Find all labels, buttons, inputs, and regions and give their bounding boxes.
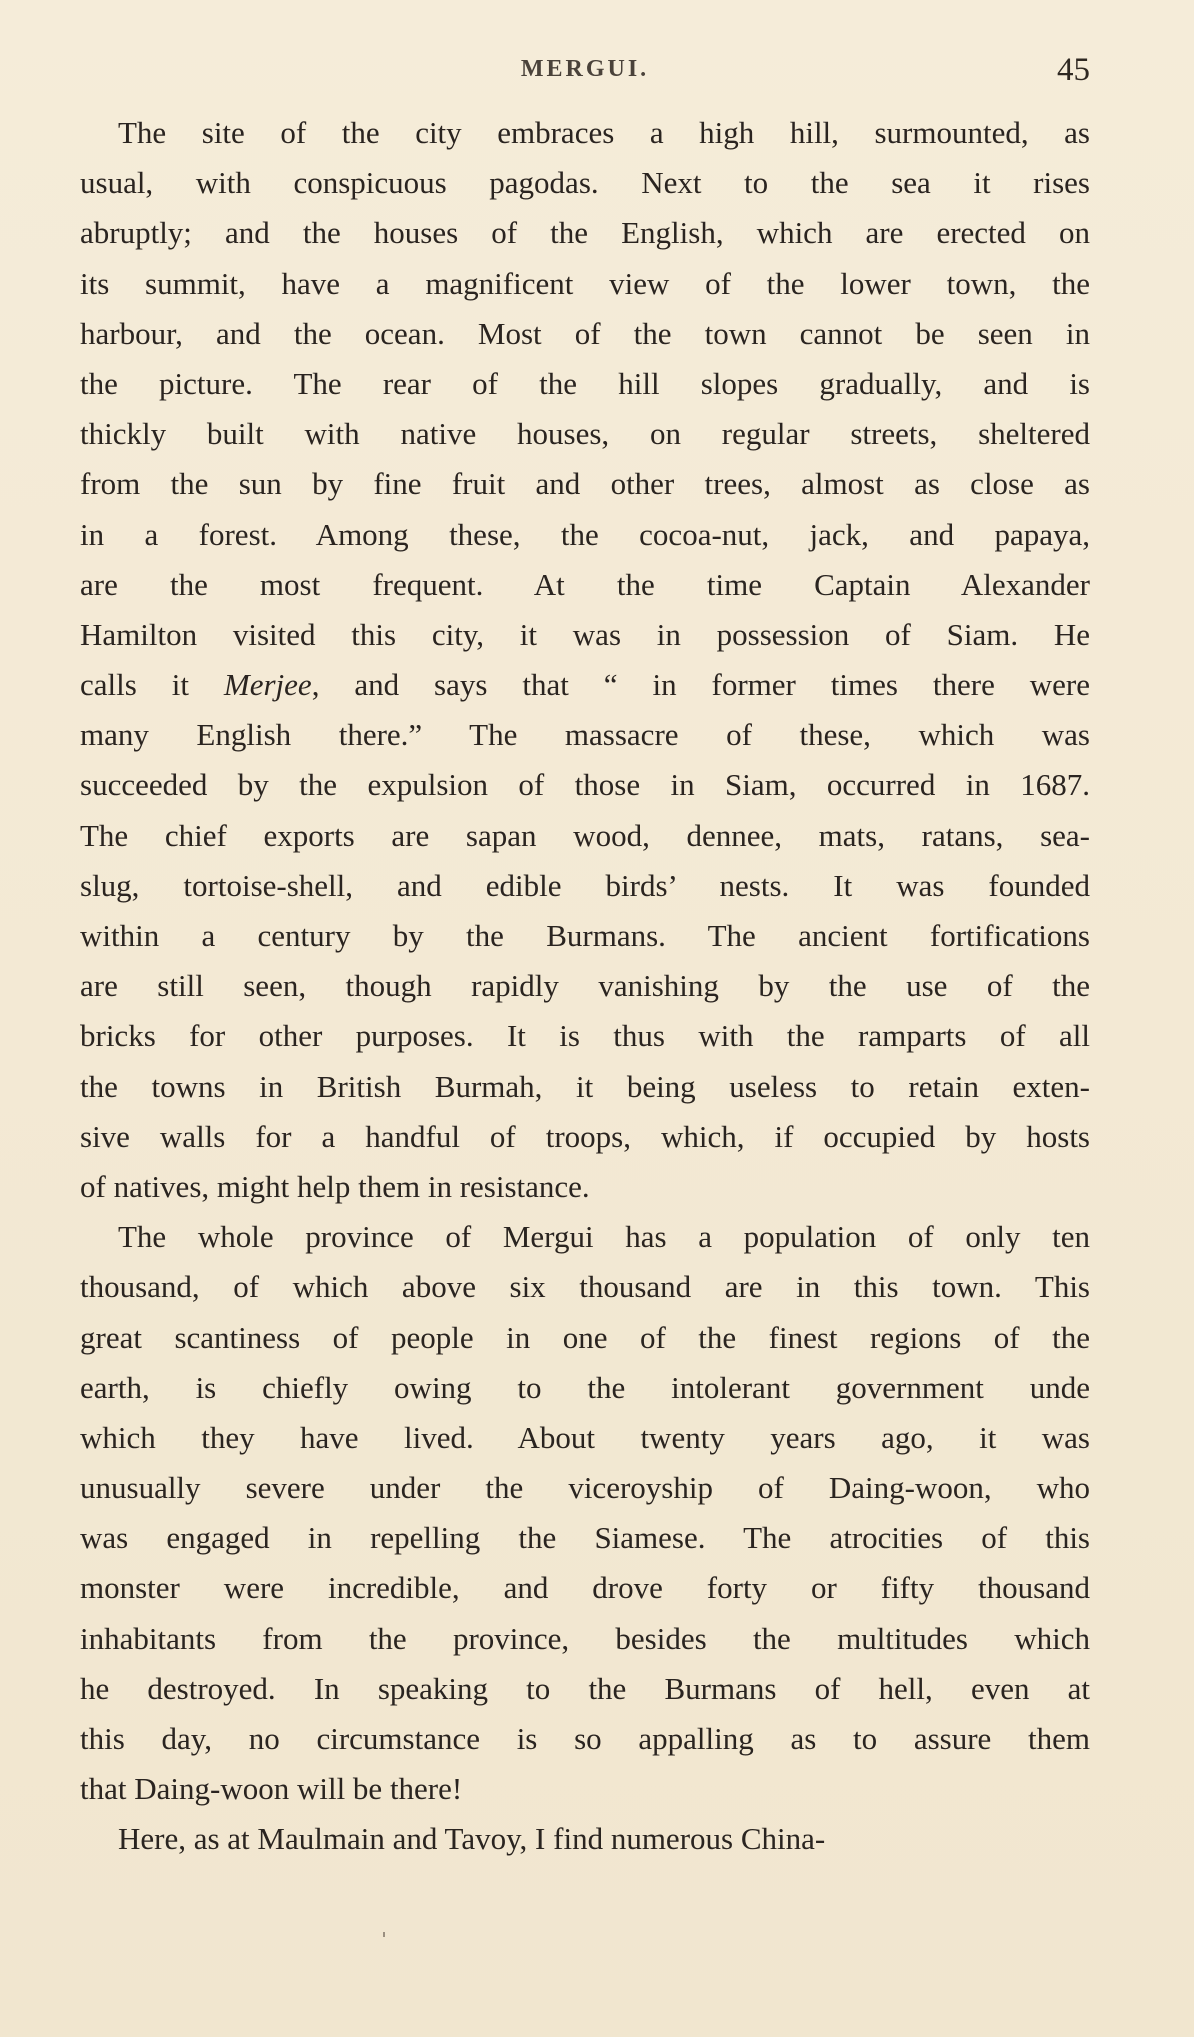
text-line: slug, tortoise-shell, and edible birds’ nests. It was founded [80,867,1090,903]
text-line: the towns in British Burmah, it being useless to retain exten- [80,1068,1090,1104]
paragraph [80,1814,1090,1864]
text-line: unusually severe under the viceroyship of Daing-woon, who [80,1470,1090,1506]
body-text [80,108,1090,1865]
text-line: this day, no circumstance is so appalling as to assure them [80,1721,1090,1756]
paragraph [80,1212,1090,1814]
text-line: which they have lived. About twenty years ago, it was [80,1419,1090,1455]
text-line: was engaged in repelling the Siamese. The atrocities of this [80,1520,1090,1556]
text-line: bricks for other purposes. It is thus with the ramparts of all [80,1018,1090,1054]
text-line: thousand, of which above six thousand are in this town. This [80,1269,1090,1305]
text-line: succeeded by the expulsion of those in Siam, occurred in 1687. [80,767,1090,803]
text-line: many English there.” The massacre of these, which was [80,717,1090,753]
text-line: its summit, have a magnificent view of the lower town, the [80,265,1090,301]
text-line: usual, with conspicuous pagodas. Next to the sea it rises [80,165,1090,201]
text-line: The chief exports are sapan wood, dennee, mats, ratans, sea- [80,817,1090,853]
text-line: harbour, and the ocean. Most of the town cannot be seen in [80,315,1090,351]
text-line: in a forest. Among these, the cocoa-nut, jack, and papaya, [80,516,1090,552]
text-line: The site of the city embraces a high hill, surmounted, as [118,115,1090,150]
text-segment: calls it [80,667,224,703]
text-line: within a century by the Burmans. The ancient fortifications [80,918,1090,953]
text-line: The whole province of Mergui has a population of only ten [118,1219,1090,1255]
text-line: monster were incredible, and drove forty or fifty thousand [80,1570,1090,1606]
text-line: that Daing-woon will be there! [80,1771,463,1807]
paragraph [80,108,1090,1212]
running-title: MERGUI. [520,56,650,82]
text-line: thickly built with native houses, on regular streets, sheltered [80,416,1090,452]
text-line: great scantiness of people in one of the finest regions of the [80,1319,1090,1355]
text-line: he destroyed. In speaking to the Burmans of hell, even at [80,1670,1090,1706]
text-line: are still seen, though rapidly vanishing by the use of the [80,968,1090,1004]
text-line: the picture. The rear of the hill slopes gradually, and is [80,365,1090,401]
text-line: from the sun by fine fruit and other trees, almost as close as [80,466,1090,502]
text-line [80,660,1090,710]
running-head [80,52,1090,92]
text-segment: , and says that “ in former times there were [311,667,1090,703]
italic-word: Merjee [223,667,312,703]
text-line: earth, is chiefly owing to the intolerant government unde [80,1369,1090,1405]
text-line: of natives, might help them in resistance. [80,1168,590,1204]
text-line: abruptly; and the houses of the English, which are erected on [80,215,1090,251]
text-line: Here, as at Maulmain and Tavoy, I find numerous China- [118,1821,826,1857]
text-line: inhabitants from the province, besides the multitudes which [80,1620,1090,1656]
text-line: Hamilton visited this city, it was in possession of Siam. He [80,616,1090,652]
page-number: 45 [1057,52,1090,88]
paper-speck [383,1932,385,1937]
text-line: are the most frequent. At the time Captain Alexander [80,566,1090,602]
text-line: sive walls for a handful of troops, which, if occupied by hosts [80,1118,1090,1154]
